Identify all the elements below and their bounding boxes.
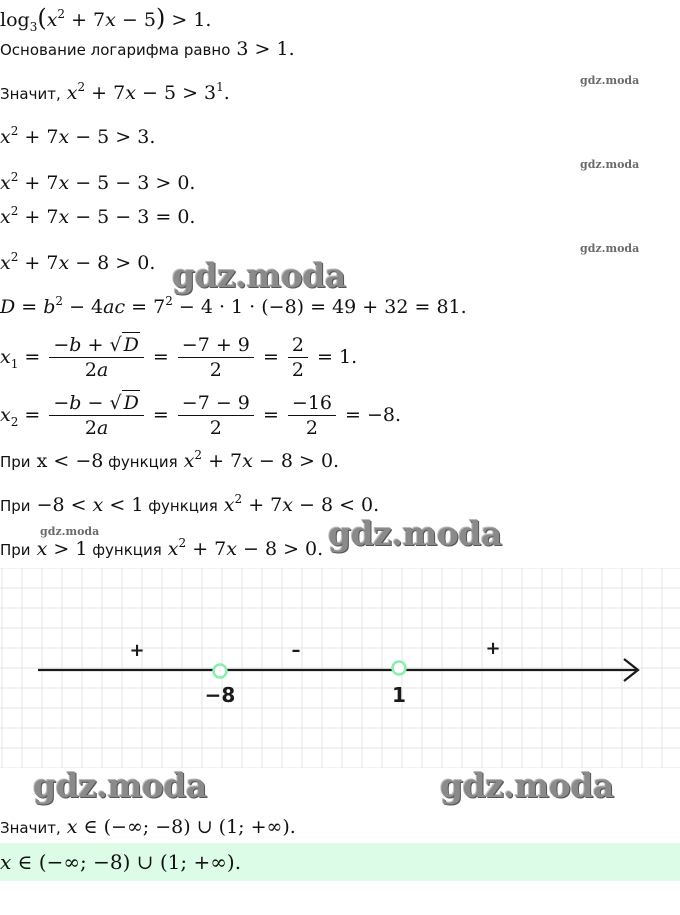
discriminant-line	[0, 294, 467, 318]
point-neg8-open-circle	[214, 665, 227, 678]
watermark-large: gdz.moda	[172, 256, 346, 295]
term: =	[18, 404, 47, 426]
var-a: a	[96, 359, 109, 381]
fraction	[178, 336, 254, 380]
base-statement	[0, 40, 295, 59]
var-d: D	[0, 296, 16, 318]
sqrt: √ D	[109, 334, 139, 356]
term: − 5 − 3 > 0.	[69, 172, 196, 194]
var-x: x	[58, 172, 70, 194]
term: + 7	[18, 252, 59, 274]
term: − 8 > 0.	[69, 252, 156, 274]
term: + 7	[18, 126, 59, 148]
numerator: −7 − 9	[178, 394, 254, 416]
var-b: b	[69, 334, 82, 356]
term: + 7	[186, 538, 227, 560]
var-x: x	[226, 538, 237, 560]
label-neg8: −8	[204, 683, 236, 707]
term: + 7	[18, 172, 59, 194]
term: =	[146, 404, 175, 426]
label-1: 1	[392, 683, 406, 707]
fraction	[49, 394, 143, 438]
term: .	[223, 82, 230, 104]
subscript: 2	[10, 415, 19, 429]
inequality-step-1	[0, 124, 156, 148]
inequality-step-2	[0, 170, 196, 194]
term: 2	[84, 359, 97, 381]
grid	[0, 568, 680, 768]
denominator: 2	[209, 417, 222, 439]
term: =	[256, 404, 285, 426]
var-a: a	[96, 417, 109, 439]
log-function: log	[0, 9, 30, 31]
var-x: x	[105, 9, 116, 31]
term: − 5	[115, 9, 156, 31]
var-x: x	[92, 494, 104, 516]
term: − 5 > 3.	[69, 126, 156, 148]
term: =	[15, 296, 44, 318]
text: Значит,	[0, 819, 61, 837]
answer-text	[0, 852, 241, 872]
watermark-small: gdz.moda	[580, 158, 640, 171]
log-base: 3	[29, 20, 38, 34]
term: + 7	[85, 82, 126, 104]
var-x: x	[0, 172, 11, 194]
text: Основание логарифма равно	[0, 41, 231, 59]
fraction	[49, 336, 143, 380]
term: =	[18, 346, 47, 368]
watermark-large: gdz.moda	[440, 766, 614, 805]
inequality-step-3	[0, 250, 156, 274]
var-x: x	[0, 850, 12, 874]
root-x2	[0, 394, 401, 438]
var-x: x	[125, 82, 136, 104]
interval-statement-2	[0, 492, 380, 516]
term: −8 <	[30, 494, 93, 516]
interval-statement-3	[0, 536, 324, 560]
fraction	[178, 394, 254, 438]
var-d: D	[123, 392, 139, 414]
var-x: x	[0, 404, 11, 426]
text: Значит,	[0, 85, 61, 103]
var-x: x	[242, 450, 253, 472]
exponent: 2	[57, 7, 66, 21]
denominator: 2	[305, 417, 318, 439]
text: При	[0, 453, 31, 471]
var-ac: ac	[103, 296, 126, 318]
sign-left: +	[129, 640, 145, 661]
term: − 8 < 0.	[292, 494, 380, 516]
watermark-small: gdz.moda	[580, 242, 640, 255]
var-b: b	[43, 296, 56, 318]
var-x: x	[217, 494, 235, 516]
term: + 7	[202, 450, 243, 472]
term: −	[81, 392, 110, 414]
term: − 5 > 3	[135, 82, 217, 104]
exponent: 2	[165, 294, 173, 308]
var-b: b	[69, 392, 82, 414]
numerator: −7 + 9	[178, 336, 254, 358]
exponent: 2	[10, 250, 19, 264]
term: = −8.	[339, 404, 402, 426]
var-x: x	[46, 9, 58, 31]
rhs: > 1.	[165, 9, 212, 31]
var-x: x	[0, 252, 11, 274]
term: < 1	[103, 494, 144, 516]
var-x: x	[161, 538, 179, 560]
text: функция	[87, 541, 162, 559]
var-x: x	[58, 126, 70, 148]
exponent: 2	[10, 204, 19, 218]
term: + 7	[65, 9, 106, 31]
watermark-large: gdz.moda	[328, 514, 502, 553]
exponent: 1	[216, 80, 224, 94]
subscript: 1	[10, 357, 19, 371]
math: x < −8	[30, 450, 104, 472]
exponent: 2	[77, 80, 86, 94]
term: ∈ (−∞; −8) ∪ (1; +∞).	[11, 850, 242, 874]
var-d: D	[123, 334, 139, 356]
term: − 8 > 0.	[236, 538, 324, 560]
fraction	[288, 336, 308, 380]
var-x: x	[58, 206, 70, 228]
term: =	[256, 346, 285, 368]
var-x: x	[30, 538, 48, 560]
term: −	[53, 392, 70, 414]
math: 3 > 1.	[230, 38, 295, 60]
text: функция	[143, 497, 218, 515]
var-x: x	[60, 82, 78, 104]
term: ∈ (−∞; −8) ∪ (1; +∞).	[77, 816, 296, 838]
number-line-svg	[0, 568, 680, 768]
sign-middle: –	[291, 640, 301, 661]
sign-right: +	[485, 638, 501, 659]
term: + 7	[242, 494, 283, 516]
sqrt: √ D	[109, 392, 139, 414]
text: При	[0, 497, 31, 515]
exponent: 2	[234, 492, 243, 506]
term: + 7	[18, 206, 59, 228]
exponent: 2	[10, 170, 19, 184]
var-x: x	[60, 816, 78, 838]
var-x: x	[282, 494, 293, 516]
exponent: 2	[10, 124, 19, 138]
watermark-large: gdz.moda	[33, 766, 207, 805]
exponent: 2	[55, 294, 64, 308]
denominator: 2	[209, 359, 222, 381]
text: функция	[103, 453, 178, 471]
term: − 8 > 0.	[252, 450, 340, 472]
var-x: x	[0, 206, 11, 228]
answer-box	[0, 843, 680, 881]
term: = 7	[125, 296, 166, 318]
watermark-small: gdz.moda	[580, 74, 640, 87]
exponent: 2	[194, 448, 203, 462]
term: 2	[84, 417, 97, 439]
term: =	[146, 346, 175, 368]
log-inequality: $\log_3(x^2 + 7x - 5) > 1$.	[0, 4, 212, 34]
conclusion-line	[0, 818, 296, 837]
numerator: −16	[288, 394, 336, 416]
var-x: x	[58, 252, 70, 274]
root-x1	[0, 336, 357, 380]
exponent: 2	[178, 536, 187, 550]
fraction	[288, 394, 336, 438]
equation-step	[0, 204, 196, 228]
term: − 4 · 1 · (−8) = 49 + 32 = 81.	[172, 296, 467, 318]
var-x: x	[0, 126, 11, 148]
term: +	[81, 334, 110, 356]
var-x: x	[177, 450, 195, 472]
term: > 1	[47, 538, 88, 560]
term: − 4	[63, 296, 104, 318]
consequence-line	[0, 80, 230, 104]
text: При	[0, 541, 31, 559]
number-line-figure	[0, 568, 680, 768]
denominator: 2	[291, 359, 304, 381]
term: = 1.	[311, 346, 358, 368]
point-1-open-circle	[393, 662, 406, 675]
term: − 5 − 3 = 0.	[69, 206, 196, 228]
term: −	[53, 334, 70, 356]
interval-statement-1	[0, 448, 340, 472]
numerator: 2	[288, 336, 308, 358]
var-x: x	[0, 346, 11, 368]
watermark-small: gdz.moda	[40, 525, 100, 538]
